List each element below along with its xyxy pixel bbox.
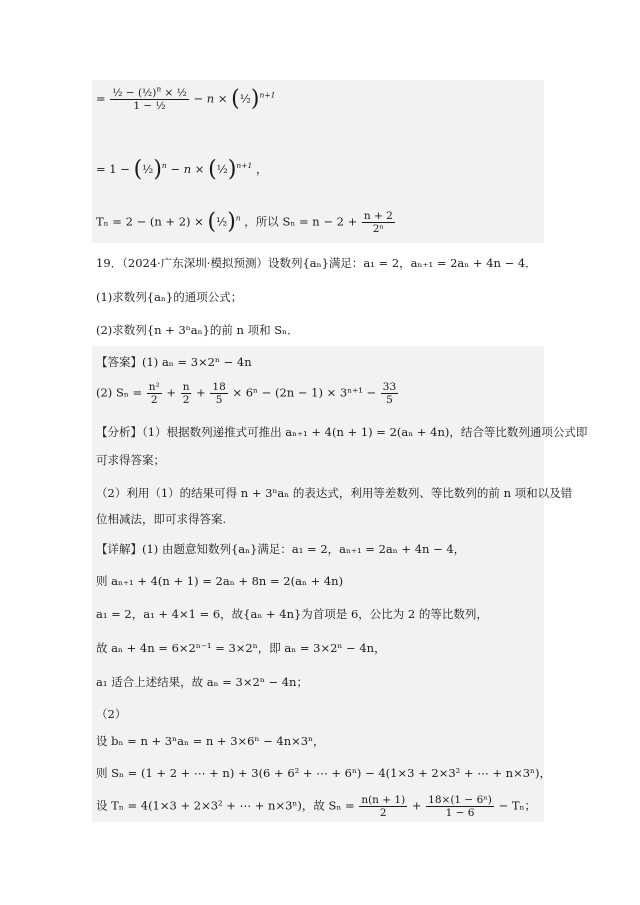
calc-term: = 1 − xyxy=(96,162,134,176)
calc-line-1: = $\frac{\frac{1}{2} - (\frac{1}{2})^n \times \frac{1}{2}}{\text{1 − ½}}$ − n × (½)$^{n+1}$ xyxy=(96,84,276,112)
answer-line-2: (2) Sₙ = $\frac{\text{n²}}{2}$ + $\frac{n}{2}$ + $\frac{18}{5}$ × 6ⁿ − (2n − 1) × 3ⁿ⁺¹ − $\frac{33}{5}$ xyxy=(96,381,397,406)
detail-line-2: 则 aₙ₊₁ + 4(n + 1) = 2aₙ + 8n = 2(aₙ + 4n) xyxy=(96,574,344,588)
fraction: $\frac{n(n + 1)}{2}$ xyxy=(361,794,406,819)
detail-line-5: a₁ 适合上述结果，故 aₙ = 3×2ⁿ − 4n； xyxy=(96,675,308,689)
calc-term: − n × xyxy=(170,162,209,176)
fraction: $\frac{n + 2}{\text{2ⁿ}}$ xyxy=(363,210,393,235)
analysis-line-3: （2）利用（1）的结果可得 n + 3ⁿaₙ 的表达式，利用等差数列、等比数列的前 n 项和以及错 xyxy=(96,486,573,500)
detail-line-8: 则 Sₙ = (1 + 2 + ⋯ + n) + 3(6 + 6² + ⋯ + 6ⁿ) − 4(1×3 + 2×3² + ⋯ + n×3ⁿ)， xyxy=(96,766,551,780)
question-19-heading: 19．（2024·广东深圳·模拟预测）设数列{aₙ}满足：a₁ = 2，aₙ₊₁ = 2aₙ + 4n − 4． xyxy=(96,256,537,270)
fraction: $\frac{\text{n²}}{2}$ xyxy=(148,381,160,406)
calc-term: ， xyxy=(255,162,268,176)
detail-line-9: 设 Tₙ = 4(1×3 + 2×3² + ⋯ + n×3ⁿ)，故 Sₙ = $\frac{n(n + 1)}{2}$ + $\frac{\text{18×(1 − 6ⁿ)}}{1 - 6}$ − Tₙ； xyxy=(96,794,536,819)
detail-line-3: a₁ = 2，a₁ + 4×1 = 6，故{aₙ + 4n}为首项是 6，公比为 2 的等比数列， xyxy=(96,607,488,621)
detail-line-7: 设 bₙ = n + 3ⁿaₙ = n + 3×6ⁿ − 4n×3ⁿ， xyxy=(96,734,325,748)
detail-line-1: 【详解】(1) 由题意知数列{aₙ}满足：a₁ = 2，aₙ₊₁ = 2aₙ + 4n − 4， xyxy=(96,542,466,556)
answer-line-1: 【答案】(1) aₙ = 3×2ⁿ − 4n xyxy=(96,355,252,369)
analysis-line-4: 位相减法，即可求得答案. xyxy=(96,512,227,526)
analysis-line-2: 可求得答案； xyxy=(96,453,165,467)
calc-term: Tₙ = 2 − (n + 2) × xyxy=(96,214,208,229)
calc-line-3: Tₙ = 2 − (n + 2) × (½)$^n$ ，所以 Sₙ = n − 2 + $\frac{n + 2}{\text{2ⁿ}}$ xyxy=(96,209,393,235)
calc-term: − n × xyxy=(193,91,232,106)
question-19-part-1: (1)求数列{aₙ}的通项公式； xyxy=(96,290,243,304)
detail-line-6: （2） xyxy=(96,707,127,721)
fraction: $\frac{n}{2}$ xyxy=(182,381,190,406)
detail-line-4: 故 aₙ + 4n = 6×2ⁿ⁻¹ = 3×2ⁿ，即 aₙ = 3×2ⁿ − 4n， xyxy=(96,641,386,655)
fraction: $\frac{\text{18×(1 − 6ⁿ)}}{1 - 6}$ xyxy=(428,794,492,819)
calc-line-2: = 1 − (½)$^n$ − n × (½)$^{n+1}$ ， xyxy=(96,157,268,182)
question-19-part-2: (2)求数列{n + 3ⁿaₙ}的前 n 项和 Sₙ． xyxy=(96,323,299,337)
fraction: $\frac{18}{5}$ xyxy=(212,381,226,406)
big-fraction: $\frac{\frac{1}{2} - (\frac{1}{2})^n \times \frac{1}{2}}{\text{1 − ½}}$ xyxy=(112,84,187,112)
fraction: $\frac{33}{5}$ xyxy=(382,381,397,406)
analysis-line-1: 【分析】（1）根据数列递推式可推出 aₙ₊₁ + 4(n + 1) = 2(aₙ + 4n)，结合等比数列通项公式即 xyxy=(96,425,588,439)
calc-term: ，所以 Sₙ = n − 2 + xyxy=(244,214,361,229)
